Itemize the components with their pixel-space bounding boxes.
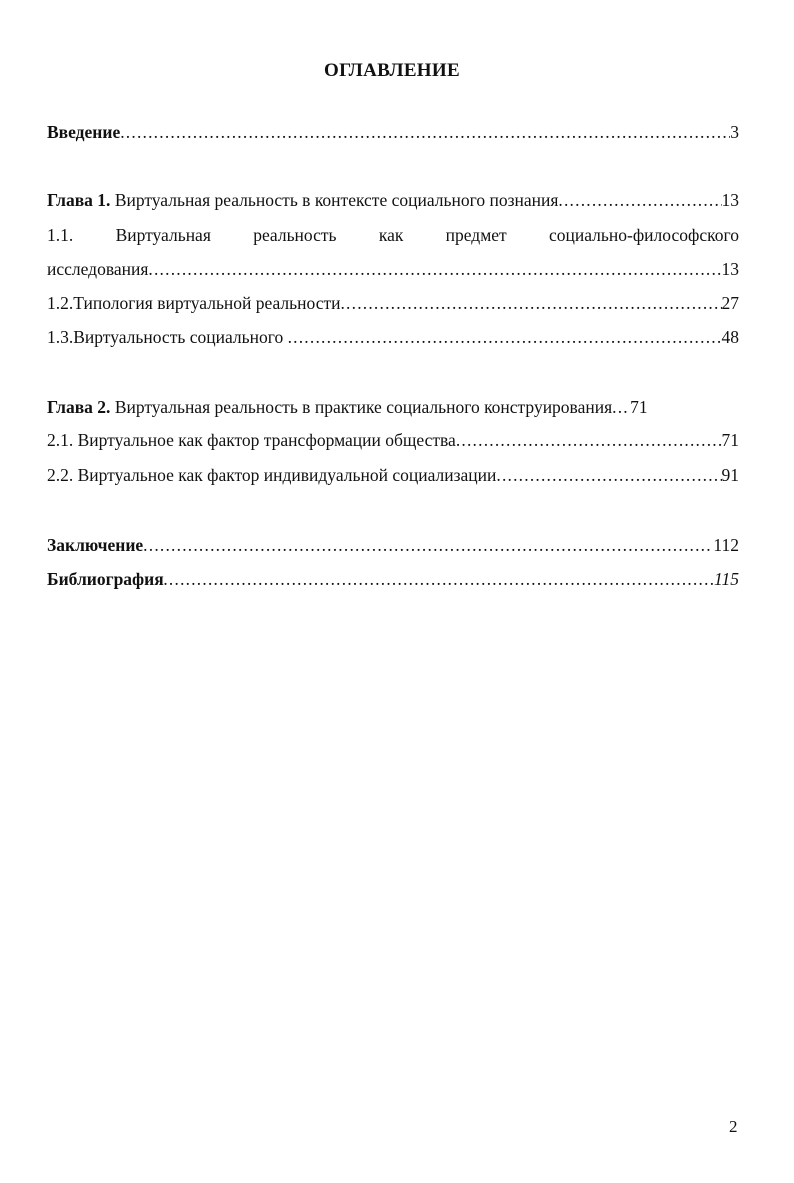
toc-leader-dots (612, 396, 630, 418)
toc-entry-section-1-2[interactable] (47, 292, 739, 314)
toc-entry-title: исследования (47, 259, 149, 279)
toc-title-word: предмет (445, 225, 507, 245)
toc-entry-section-1-1-continued[interactable] (47, 258, 739, 280)
toc-entry-introduction[interactable] (47, 121, 739, 143)
toc-entry-title: Типология виртуальной реальности (73, 293, 341, 313)
toc-section-number: 1.3. (47, 327, 74, 347)
toc-entry-label: Заключение (47, 535, 144, 555)
page-title: ОГЛАВЛЕНИЕ (324, 60, 460, 81)
toc-page-number: 112 (713, 535, 739, 555)
toc-page-number: 71 (630, 397, 648, 417)
toc-section-number: 1.2. (47, 293, 74, 313)
toc-entry-label: Библиография (47, 569, 164, 589)
toc-entry-title: Виртуальная реальность в контексте социального познания (114, 190, 559, 210)
toc-page-number: 115 (714, 569, 739, 589)
toc-title-word: Виртуальная (115, 225, 211, 245)
toc-chapter-prefix: Глава 1. (47, 190, 111, 210)
toc-entry-title: Виртуальность социального (73, 327, 284, 347)
toc-entry-conclusion[interactable] (47, 534, 739, 556)
toc-entry-section-1-1[interactable] (47, 224, 739, 246)
toc-entry-section-2-2[interactable] (47, 464, 739, 486)
toc-section-number: 2.2. (47, 465, 74, 485)
toc-leader-dots (558, 189, 721, 211)
toc-page-number: 71 (721, 430, 739, 450)
toc-leader-dots (456, 429, 722, 451)
toc-entry-title: Виртуальное как фактор трансформации общества (77, 430, 456, 450)
toc-entry-bibliography[interactable] (47, 568, 739, 590)
toc-page-number: 13 (721, 259, 739, 279)
toc-page-number: 91 (721, 465, 739, 485)
toc-title-word: реальность (253, 225, 337, 245)
toc-page-number: 13 (721, 190, 739, 210)
toc-leader-dots (164, 568, 714, 590)
toc-entry-chapter-2[interactable] (47, 396, 739, 418)
toc-page-number: 48 (721, 327, 739, 347)
toc-leader-dots (288, 326, 722, 348)
toc-entry-section-1-3[interactable] (47, 326, 739, 348)
toc-leader-dots (496, 464, 721, 486)
toc-entry-title: Виртуальная реальность в практике социального конструирования (114, 397, 613, 417)
toc-section-number: 1.1. (47, 225, 74, 245)
toc-title-word: социально-философского (549, 225, 739, 245)
toc-page-number: 27 (721, 293, 739, 313)
toc-leader-dots (120, 121, 730, 143)
toc-entry-title: Виртуальное как фактор индивидуальной социализации (77, 465, 497, 485)
toc-entry-chapter-1[interactable] (47, 189, 739, 211)
toc-leader-dots (143, 534, 713, 556)
toc-leader-dots (340, 292, 721, 314)
toc-chapter-prefix: Глава 2. (47, 397, 111, 417)
page-number-footer: 2 (729, 1117, 738, 1136)
toc-leader-dots (148, 258, 721, 280)
toc-page-number: 3 (730, 122, 739, 142)
toc-entry-section-2-1[interactable] (47, 429, 739, 451)
toc-title-word: как (378, 225, 404, 245)
toc-section-number: 2.1. (47, 430, 74, 450)
toc-entry-label: Введение (47, 122, 121, 142)
